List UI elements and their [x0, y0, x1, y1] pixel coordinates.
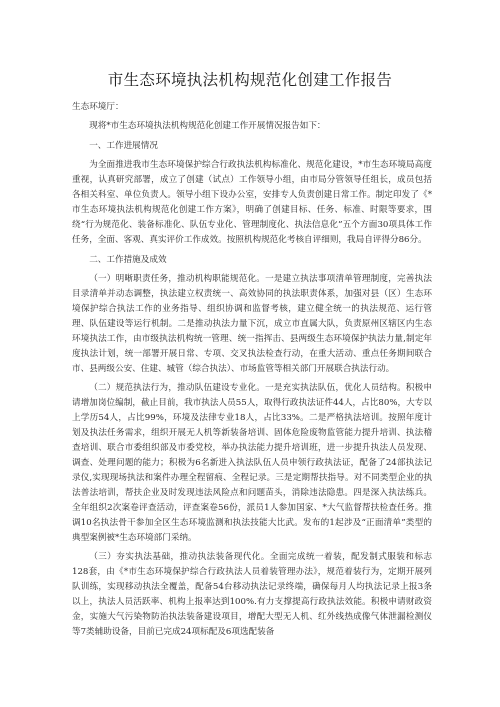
section-heading-progress: 一、工作进展情况	[89, 141, 158, 151]
section-paragraph: （三）夯实执法基础，推动执法装备现代化。全面完成统一着装，配发制式服装和标志128套，由《*市生态环境保护综合行政执法人员着装管理办法》，规范着装行为，定期开展列队训练，实现移动执法全覆盖，配备54台移动执法记录终端，确保每月人均执法记录上报3条以上，执法人员活跃率、机构上报率达到100%.有力支撑提高行政执法效能。积极申请财政资金，实施大气污染物防治执法装备建设项目，增配大型无人机、红外线热成像气体泄漏检测仪等7类辅助设备，目前已完成24项标配及6项选配装备	[72, 552, 432, 637]
document-title: 市生态环境执法机构规范化创建工作报告	[107, 71, 393, 89]
document-body	[72, 100, 432, 640]
salutation: 生态环境厅：	[72, 102, 124, 112]
section-paragraph: 为全面推进我市生态环境保护综合行政执法机构标准化、规范化建设，*市生态环境局高度重视，认真研究部署，成立了创建（试点）工作领导小组，由市局分管领导任组长，成员包括各相关科室、单位负责人。领导小组下设办公室，安排专人负责创建日常工作。制定印发了《*市生态环境执法机构规范化创建工作方案》，明确了创建目标、任务、标准、时限等要求，围绕“行为规范化、装备标准化、队伍专业化、管理制度化、执法信息化”五个方面30项具体工作任务，全面、客观、真实评价工作成效。按照机构规范化考核自评细则，我局自评得分86分。	[72, 160, 432, 245]
section-heading-measures: 二、工作措施及成效	[89, 255, 167, 265]
section-paragraph: （二）规范执法行为，推动队伍建设专业化。一是充实执法队伍，优化人员结构。积极申请增加岗位编制，截止目前，我市执法人员55人，取得行政执法证件44人，占比80%，大专以上学历54人，占比99%，环境及法律专业18人，占比33%。二是严格执法培训。按照年度计划及执法任务需求，组织开展无人机等新装备培训、固体危险废物监管能力提升培训、执法稽查培训、联合市委组织部及市委党校，举办执法能力提升培训班，进一步提升执法人员发现、调查、处理问题的能力；积极为6名新进入执法队伍人员申领行政执法证，配备了24部执法记录仪,实现现场执法和案件办理全程留痕、全程记录。三是定期帮扶指导。对不同类型企业的执法普法培训，帮扶企业及时发现违法风险点和问题苗头，消除违法隐患。四是深入执法练兵。全年组织2次案卷评查活动，评查案卷56份，派员1人参加国家、*大气监督帮扶检查任务。推调10名执法骨干参加全区生态环境监测和执法技能大比武。发布的1起涉及“正面清单”类型的典型案例被*生态环境部门采纳。	[72, 383, 432, 543]
intro-paragraph: 现将*市生态环境执法机构规范化创建工作开展情况报告如下：	[89, 121, 326, 131]
section-paragraph: （一）明晰职责任务，推动机构职能规范化。一是建立执法事项清单管理制度，完善执法目录清单并动态调整，执法建立权责统一、高效协同的执法职责体系，加强对县（区）生态环境保护综合执法工作的业务指导、组织协调和监督考核，建立健全统一的执法规范、运行管理、队伍建设等运行机制。二是推动执法力量下沉，成立市直属大队，负责原州区辖区内生态环境执法工作，由市级执法机构统一管理、统一指挥击、县两级生态环境保护执法力量,制定年度执法计划，统一部署开展日常、专项、交叉执法检查行动，在重大活动、重点任务期间联合市、县两级公安、住建、城管（综合执法）、市场监管等相关部门开展联合执法行动。	[72, 274, 432, 374]
